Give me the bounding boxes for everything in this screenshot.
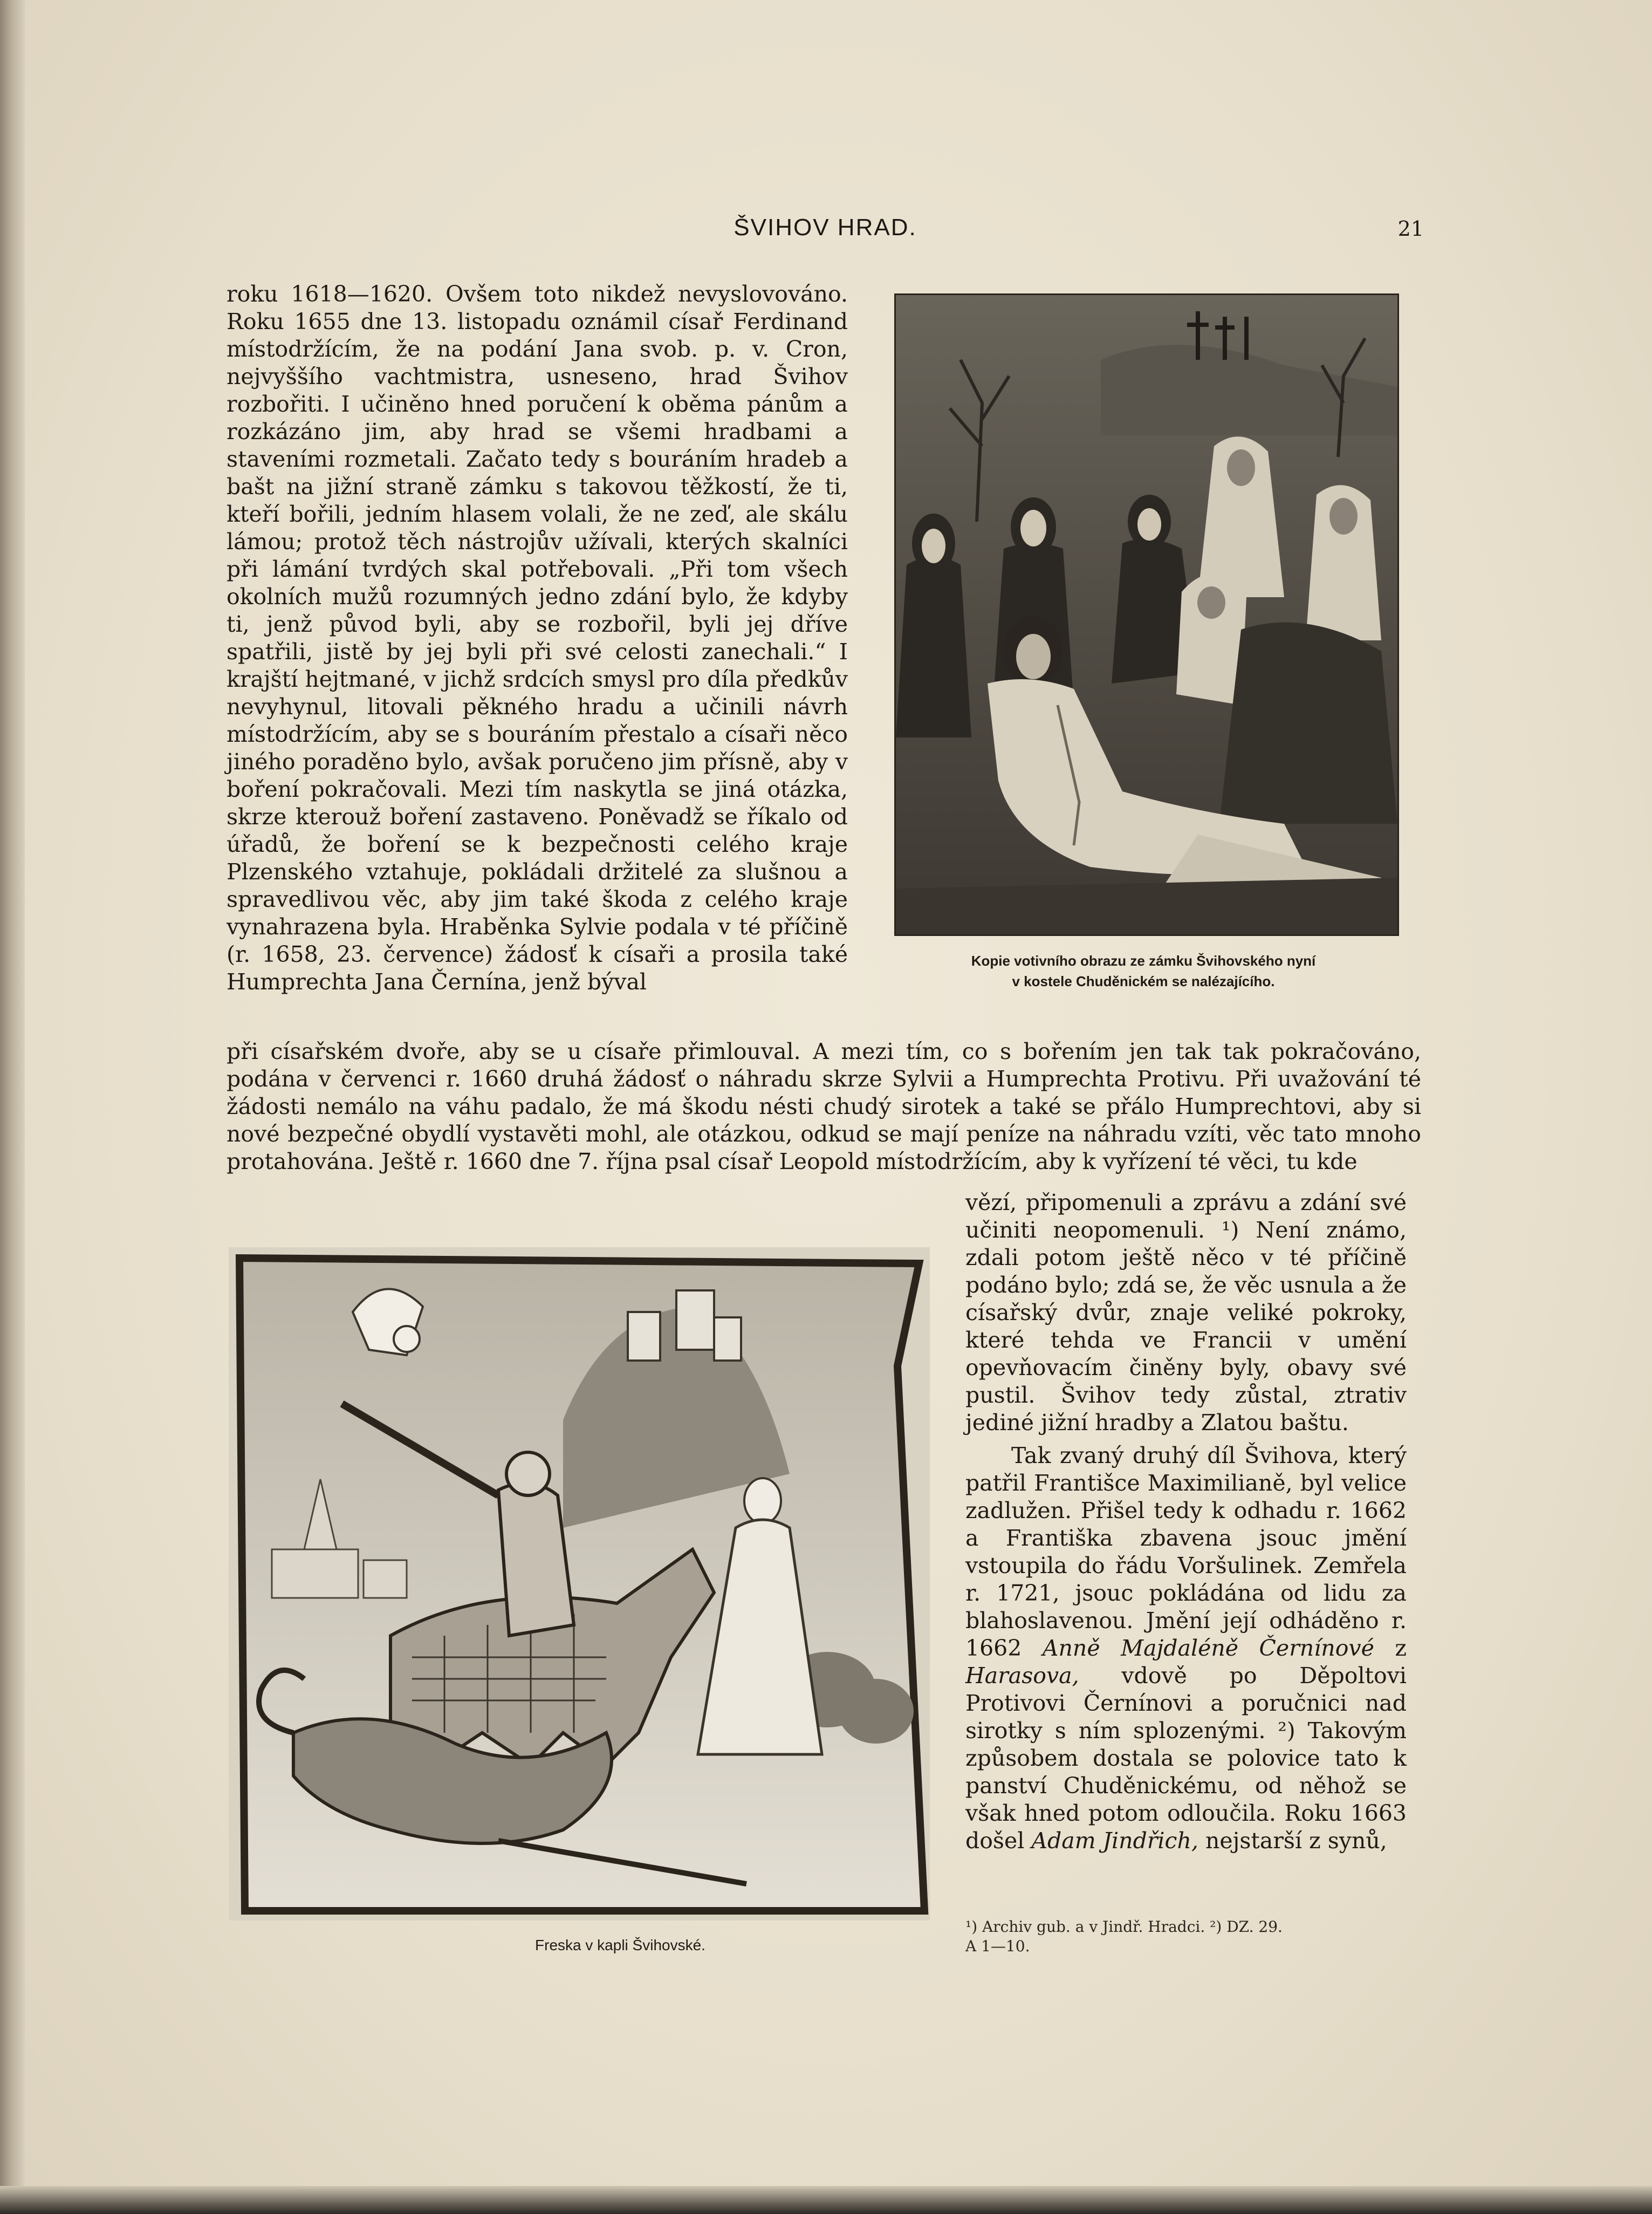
- footnote-line: ¹) Archiv gub. a v Jindř. Hradci. ²) DZ. 29.: [965, 1918, 1283, 1936]
- votive-painting-image: [896, 295, 1397, 934]
- figure-caption-votive: [885, 951, 1402, 992]
- name-adam-jindrich: Adam Jindřich,: [1031, 1828, 1198, 1854]
- footnotes: [965, 1917, 1408, 1956]
- text-run: nejstarší z synů,: [1205, 1828, 1387, 1854]
- paragraph: při císařském dvoře, aby se u císaře přimlouval. A mezi tím, co s bořením jen tak tak pokračováno, podána v červenci r. 1660 druhá žádosť o náhradu skrze Sylvii a Humprechta Protivu. Při uvažování té žádosti nemálo na váhu padalo, že má škodu nésti chudý sirotek a také se přálo Humprechtovi, aby si nové bezpečné obydlí vystavěti mohl, ale otázkou, odkud se mají peníze na náhradu vzíti, věc tato mnoho protahována. Ještě r. 1660 dne 7. října psal císař Leopold místodržícím, aby k vyřízení té věci, tu kde: [227, 1038, 1421, 1174]
- running-title: ŠVIHOV HRAD.: [734, 214, 917, 241]
- fresco-illustration: [229, 1247, 930, 1921]
- votive-painting-illustration: [894, 293, 1399, 936]
- figure-caption-fresco: Freska v kapli Švihovské.: [535, 1937, 705, 1953]
- fresco-image: [229, 1247, 930, 1921]
- book-binding-edge: [0, 0, 25, 2214]
- caption-line: v kostele Chuděnickém se nalézajícího.: [1012, 973, 1275, 989]
- text-column-top: [227, 281, 848, 996]
- caption-line: Kopie votivního obrazu ze zámku Švihovského nyní: [971, 953, 1316, 969]
- paragraph: [965, 1442, 1407, 1855]
- name-anna-majdalena: Anně Majdaléně Černínové: [1042, 1635, 1374, 1661]
- paragraph: vězí, připomenuli a zprávu a zdání své učiniti neopomenuli. ¹) Není známo, zdali potom ještě něco v té příčině podáno bylo; zdá se, že věc usnula a že císařský dvůr, znaje veliké pokroky, které tehda ve Francii v umění opevňovacím činěny byly, obavy své pustil. Švihov tedy zůstal, ztrativ jediné jižní hradby a Zlatou baštu.: [965, 1190, 1407, 1436]
- text-block-wide: [227, 1038, 1421, 1176]
- paragraph: roku 1618—1620. Ovšem toto nikdež nevyslovováno. Roku 1655 dne 13. listopadu oznámil císař Ferdinand místodržícím, že na podání Jana svob. p. v. Cron, nejvyššího vachtmistra, usneseno, hrad Švihov rozbořiti. I učiněno hned poručení k oběma pánům a rozkázáno jim, aby hrad se všemi hradbami a staveními rozmetali. Začato tedy s bouráním hradeb a bašt na jižní straně zámku s takovou těžkostí, že ti, kteří bořili, jedním hlasem volali, že ne zeď, ale skálu lámou; protož těch nástrojův užívali, kterých skalníci při lámání tvrdých skal potřebovali. „Při tom všech okolních mužů rozumných jedno zdání bylo, že kdyby ti, jenž původ byli, aby se rozbořil, byli jej dříve spatřili, jistě by jej byli při své celosti zanechali.“ I krajští hejtmané, v jichž srdcích smysl pro díla předkův nevyhynul, litovali pěkného hradu a učinili návrh místodržícím, aby se s bouráním přestalo a císaři něco jiného poraděno bylo, avšak poručeno jim přísně, aby v boření pokračovali. Mezi tím naskytla se jiná otázka, skrze kterouž boření zastaveno. Poněvadž se říkalo od úřadů, že boření se k bezpečnosti celého kraje Plzenského vztahuje, pokládali držitelé za slušnou a spravedlivou věc, aby jim také škoda z celého kraje vynahrazena byla. Hraběnka Sylvie podala v té příčině (r. 1658, 23. července) žádosť k císaři a prosila také Humprechta Jana Černína, jenž býval: [227, 281, 848, 995]
- page-bottom-edge: [0, 2186, 1652, 2214]
- text-run: Tak zvaný druhý díl Švihova, který patřil Františce Maximilianě, byl velice zadlužen. Přišel tedy k odhadu r. 1662 a Františka zbavena jsouc jmění vstoupila do řádu Voršulinek. Zemřela r. 1721, jsouc pokládána od lidu za blahoslavenou. Jmění její odháděno r. 1662: [965, 1443, 1407, 1661]
- footnote-line: A 1—10.: [965, 1937, 1030, 1955]
- text-run: vdově po Děpoltovi Protivovi Černínovi a poručnici nad sirotky s ním splozenými. ²) Takovým způsobem dostala se polovice tato k panství Chuděnickému, od něhož se však hned potom odloučila. Roku 1663 došel: [965, 1663, 1407, 1854]
- text-run: z: [1395, 1635, 1407, 1661]
- page-number: 21: [1397, 217, 1424, 241]
- text-column-right: [965, 1189, 1407, 1855]
- name-harasov: Harasova,: [965, 1663, 1079, 1689]
